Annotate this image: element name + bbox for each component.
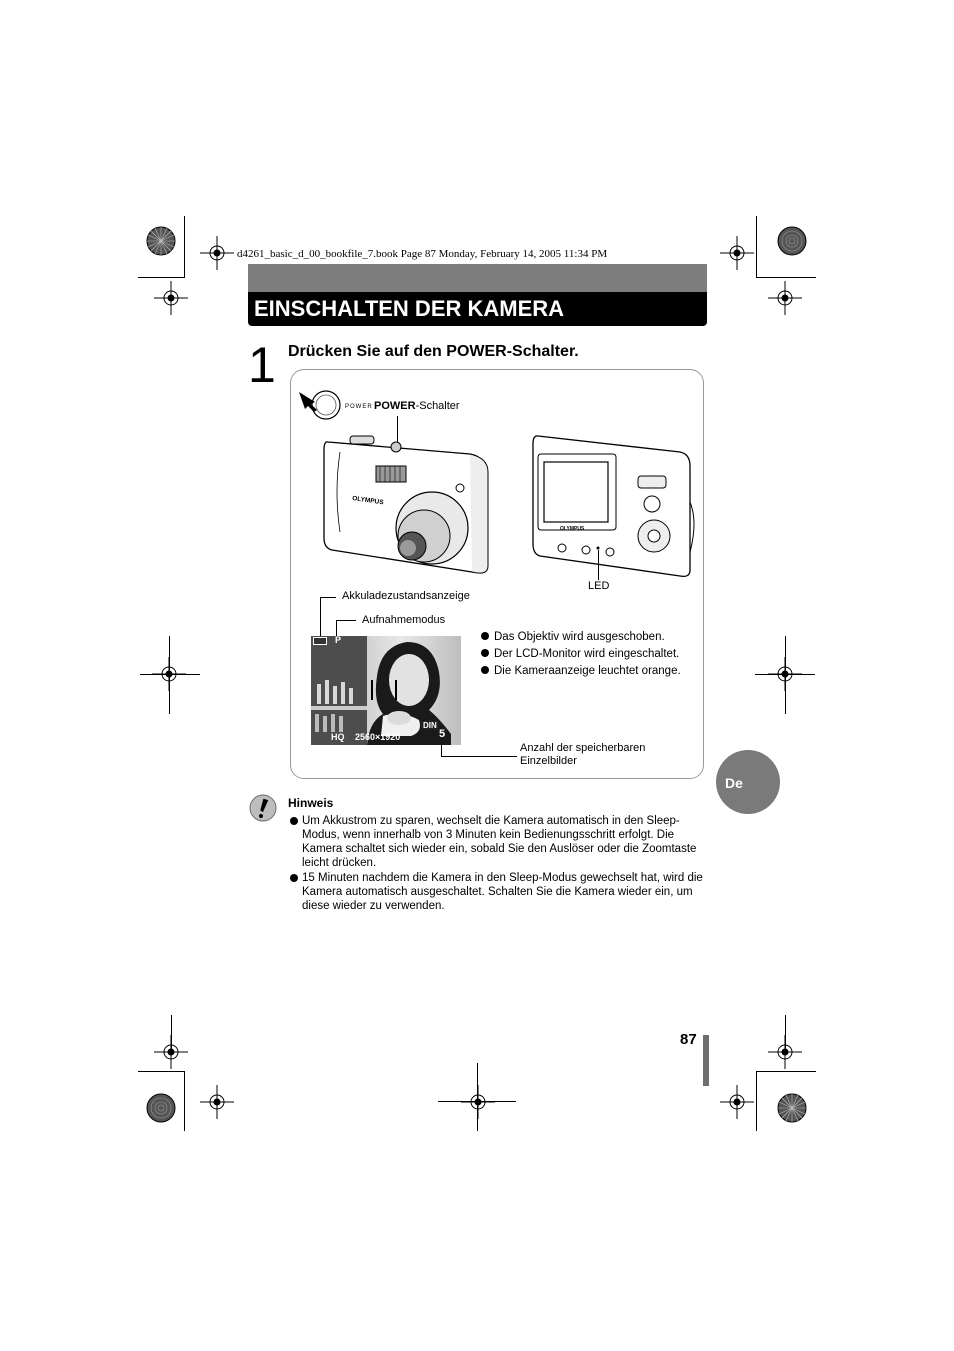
bullet-item: Die Kameraanzeige leuchtet orange. [481, 665, 681, 677]
crosshair-mark [720, 236, 754, 270]
crosshair-mark [720, 1085, 754, 1119]
crosshair-mark [200, 1085, 234, 1119]
mode-leader-h [336, 620, 356, 621]
lcd-preview-screen [311, 636, 461, 745]
brand-logo-back: OLYMPUS [560, 526, 585, 532]
starburst-mark [777, 1093, 807, 1123]
lcd-quality: HQ [331, 732, 345, 742]
note-item: 15 Minuten nachdem die Kamera in den Sleep-Modus gewechselt hat, wird die Kamera automatisch ausgeschaltet. Schalten Sie die Kamera wieder ein, um diese wieder zu verwenden. [288, 871, 708, 913]
starburst-mark [777, 226, 807, 256]
lcd-mode-value: P [335, 636, 342, 645]
language-tab: De [716, 750, 780, 814]
camera-front-illustration [320, 432, 492, 580]
file-info-header: d4261_basic_d_00_bookfile_7.book Page 87 Monday, February 14, 2005 11:34 PM [237, 248, 608, 260]
lcd-shots-count: 5 [439, 728, 446, 740]
section-title: EINSCHALTEN DER KAMERA [248, 292, 707, 326]
note-title: Hinweis [288, 796, 334, 810]
led-label: LED [588, 580, 610, 592]
card-icon: DIN [423, 721, 437, 730]
crosshair-mark [768, 281, 802, 315]
battery-leader-v [320, 597, 321, 637]
starburst-mark [146, 226, 176, 256]
bullet-item: Der LCD-Monitor wird eingeschaltet. [481, 648, 679, 660]
bullet-item: Das Objektiv wird ausgeschoben. [481, 631, 665, 643]
led-leader-line [598, 550, 599, 580]
power-small-label: POWER [345, 404, 373, 410]
mode-leader-v [336, 620, 337, 637]
power-button-illustration [297, 388, 347, 424]
count-label: Anzahl der speicherbaren Einzelbilder [520, 742, 646, 767]
battery-icon [313, 637, 327, 645]
starburst-mark [146, 1093, 176, 1123]
page-edge-bar [703, 1035, 709, 1086]
brand-logo-front: OLYMPUS [351, 495, 384, 507]
step-number: 1 [248, 337, 276, 393]
af-target-mark [371, 680, 397, 700]
crosshair-mark [154, 281, 188, 315]
battery-leader-h [320, 597, 336, 598]
note-item: Um Akkustrom zu sparen, wechselt die Kamera automatisch in den Sleep-Modus, wenn innerhalb von 3 Minuten kein Bedienungsschritt erfolgt. Die Kamera schaltet sich wieder ein, sobald Sie den Auslöser oder die Zoomtaste leicht drücken. [288, 814, 708, 870]
power-switch-label: POWER-Schalter [374, 400, 460, 412]
battery-label: Akkuladezustandsanzeige [342, 590, 470, 602]
mode-label: Aufnahmemodus [362, 614, 446, 626]
camera-back-illustration [530, 432, 696, 578]
page-number: 87 [680, 1031, 697, 1048]
warning-note-icon [249, 794, 277, 822]
crosshair-mark [200, 236, 234, 270]
count-leader-h [441, 756, 517, 757]
lcd-resolution: 2560×1920 [355, 732, 401, 742]
banner-grey-band [248, 264, 707, 292]
step-title: Drücken Sie auf den POWER-Schalter. [288, 343, 579, 360]
crosshair-mark [461, 1085, 495, 1119]
